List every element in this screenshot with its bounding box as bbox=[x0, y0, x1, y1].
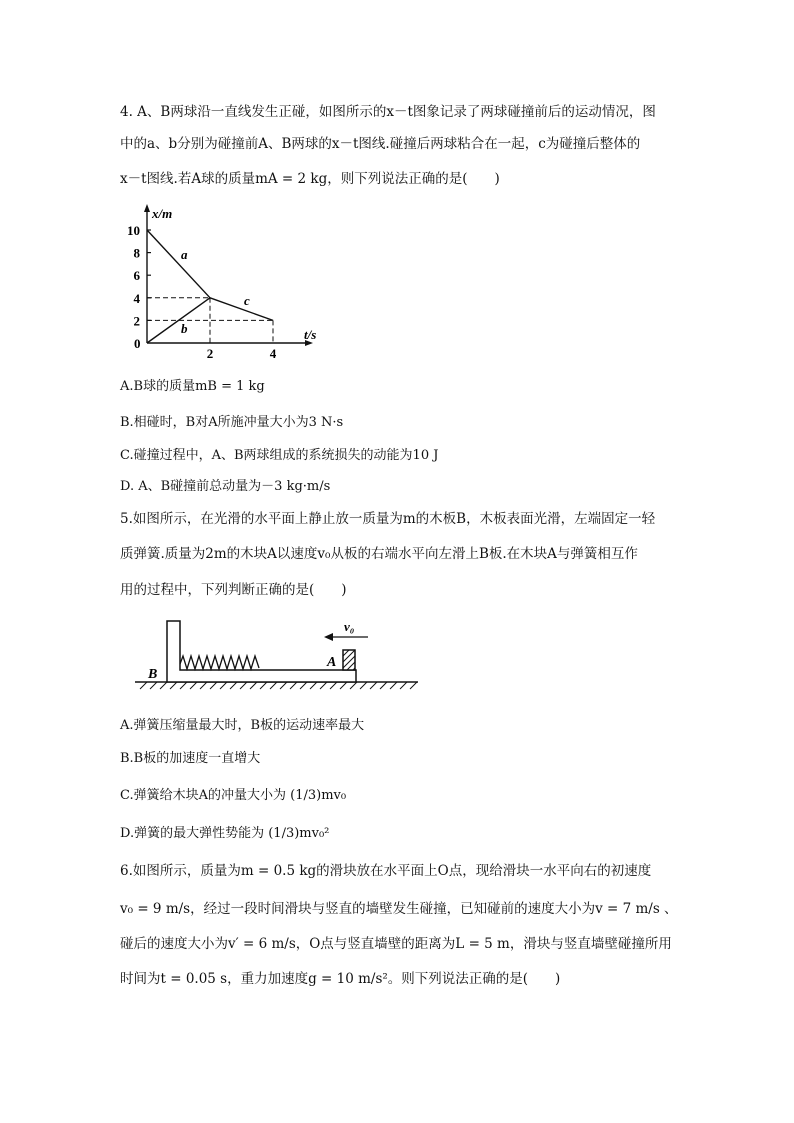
q6-line-2: v₀ = 9 m/s，经过一段时间滑块与竖直的墙壁发生碰撞，已知碰前的速度大小为v = 7 m/s 、 bbox=[120, 901, 678, 917]
y-axis-arrow bbox=[144, 204, 150, 212]
y-tick-label: 10 bbox=[127, 223, 140, 238]
series-line-a bbox=[147, 230, 210, 298]
q4-option-a: A.B球的质量mB = 1 kg bbox=[120, 379, 265, 394]
q4-option-b: B.相碰时，B对A所施冲量大小为3 N·s bbox=[120, 415, 344, 430]
spring bbox=[180, 656, 259, 669]
y-tick-label: 4 bbox=[133, 290, 140, 306]
ground-hatching bbox=[140, 682, 417, 689]
q5-line-2: 质弹簧.质量为2m的木块A以速度v₀从板的右端水平向左滑上B板.在木块A与弹簧相互作 bbox=[120, 546, 638, 562]
y-tick-label: 8 bbox=[133, 245, 140, 261]
q5-option-a: A.弹簧压缩量最大时，B板的运动速率最大 bbox=[120, 718, 365, 733]
q6-line-1: 6.如图所示，质量为m = 0.5 kg的滑块放在水平面上O点，现给滑块一水平向右的初速度 bbox=[120, 863, 652, 879]
y-tick-label: 6 bbox=[133, 268, 140, 284]
q5-option-c: C.弹簧给木块A的冲量大小为 (1/3)mv₀ bbox=[120, 788, 347, 803]
series-line-c bbox=[210, 298, 273, 321]
line-label-a: a bbox=[181, 247, 188, 262]
x-tick-label: 4 bbox=[269, 346, 277, 361]
origin-label: 0 bbox=[134, 336, 141, 351]
velocity-label: v₀ bbox=[344, 619, 355, 634]
y-axis-label: x/m bbox=[152, 206, 173, 221]
q5-option-d: D.弹簧的最大弹性势能为 (1/3)mv₀² bbox=[120, 826, 330, 841]
xt-graph bbox=[120, 200, 340, 370]
q4-option-d: D. A、B碰撞前总动量为－3 kg·m/s bbox=[120, 479, 331, 494]
q5-option-b: B.B板的加速度一直增大 bbox=[120, 751, 261, 766]
label-a: A bbox=[327, 655, 337, 670]
q6-line-3: 碰后的速度大小为v′ = 6 m/s，O点与竖直墙壁的距离为L = 5 m，滑块与竖直墙壁碰撞所用 bbox=[120, 936, 672, 952]
line-label-c: c bbox=[244, 293, 250, 308]
q5-line-3: 用的过程中，下列判断正确的是( ) bbox=[120, 582, 347, 598]
spring-board-figure bbox=[130, 612, 430, 692]
q4-line-3: x－t图线.若A球的质量mA = 2 kg，则下列说法正确的是( ) bbox=[120, 171, 500, 187]
board-b bbox=[167, 621, 356, 682]
label-b: B bbox=[148, 667, 158, 682]
q4-line-1: 4. A、B两球沿一直线发生正碰，如图所示的x－t图象记录了两球碰撞前后的运动情况，图 bbox=[120, 104, 656, 120]
velocity-arrowhead bbox=[324, 633, 333, 641]
q4-option-c: C.碰撞过程中，A、B两球组成的系统损失的动能为10 J bbox=[120, 448, 439, 463]
x-tick-label: 2 bbox=[206, 346, 214, 361]
y-tick-label: 2 bbox=[133, 313, 140, 329]
x-axis-label: t/s bbox=[304, 327, 317, 342]
line-label-b: b bbox=[181, 321, 188, 336]
q4-line-2: 中的a、b分别为碰撞前A、B两球的x－t图线.碰撞后两球粘合在一起，c为碰撞后整体的 bbox=[120, 136, 641, 152]
q5-line-1: 5.如图所示，在光滑的水平面上静止放一质量为m的木板B，木板表面光滑，左端固定一轻 bbox=[120, 511, 656, 527]
q6-line-4: 时间为t = 0.05 s，重力加速度g = 10 m/s²。则下列说法正确的是( ) bbox=[120, 971, 561, 987]
